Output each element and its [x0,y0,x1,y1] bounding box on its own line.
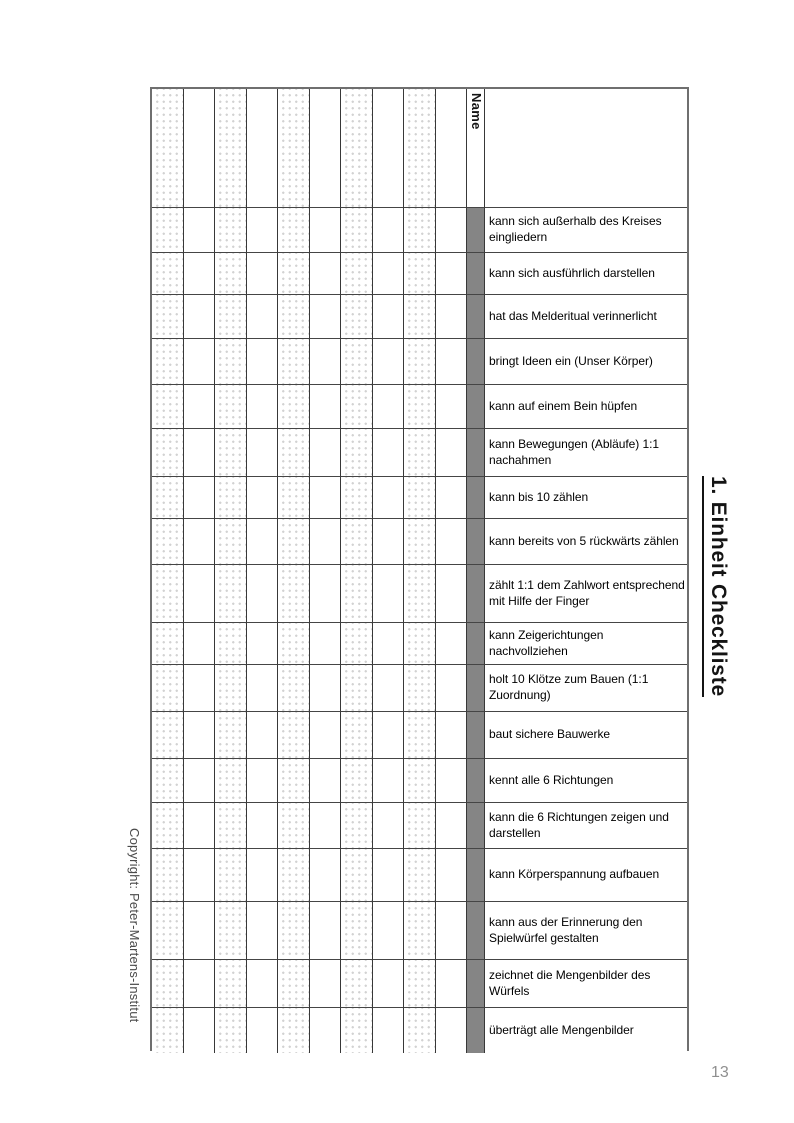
grid-cell [278,565,310,623]
grid-cell [436,295,468,339]
grid-cell [247,519,279,565]
grid-cell [404,253,436,295]
grid-cell [184,623,216,665]
row-label-text: kann bereits von 5 rückwärts zählen [489,533,679,548]
grid-header-cell [341,89,373,208]
grid-cell [341,1008,373,1053]
grid-cell [341,960,373,1008]
row-label [485,849,687,902]
row-label [485,339,687,385]
grid-cell [373,902,405,960]
grid-cell [152,208,184,253]
grid-cell [278,1008,310,1053]
grid-cell [152,1008,184,1053]
gray-strip-cell [467,712,485,759]
grid-cell [184,759,216,803]
grid-cell [215,208,247,253]
grid-cell [247,623,279,665]
grid-cell [184,902,216,960]
grid-cell [184,849,216,902]
grid-cell [247,712,279,759]
grid-cell [152,849,184,902]
grid-cell [310,960,342,1008]
grid-cell [184,429,216,477]
grid-cell [310,253,342,295]
grid-header-cell [278,89,310,208]
row-label-text: kann Körperspannung aufbauen [489,867,660,882]
grid-cell [310,208,342,253]
grid-cell [404,295,436,339]
grid-cell [404,385,436,429]
grid-cell [310,665,342,712]
grid-cell [404,623,436,665]
gray-strip-cell [467,849,485,902]
grid-cell [341,712,373,759]
grid-cell [404,339,436,385]
grid-cell [278,803,310,849]
row-label-text: hat das Melderitual verinnerlicht [489,308,657,323]
row-label-text: überträgt alle Mengenbilder [489,1022,634,1037]
grid-cell [310,295,342,339]
gray-strip-cell [467,429,485,477]
grid-cell [310,902,342,960]
row-label [485,519,687,565]
grid-cell [436,960,468,1008]
grid-cell [152,960,184,1008]
grid-cell [436,712,468,759]
name-header-cell [467,89,485,208]
gray-strip-cell [467,665,485,712]
grid-cell [404,565,436,623]
grid-cell [404,477,436,519]
grid-cell [215,902,247,960]
grid-cell [373,960,405,1008]
row-label [485,295,687,339]
grid-cell [215,429,247,477]
row-label-text: kennt alle 6 Richtungen [489,772,614,787]
grid-cell [278,665,310,712]
grid-cell [373,759,405,803]
grid-cell [436,208,468,253]
copyright-text: Copyright: Peter-Martens-Institut [127,828,142,1023]
grid-cell [152,385,184,429]
grid-cell [278,759,310,803]
gray-strip-cell [467,477,485,519]
grid-cell [152,565,184,623]
grid-cell [152,253,184,295]
row-label-text: kann Zeigerichtungen nachvollziehen [489,627,604,658]
grid-cell [341,759,373,803]
grid-cell [436,849,468,902]
gray-strip-cell [467,295,485,339]
grid-cell [373,429,405,477]
gray-strip-cell [467,208,485,253]
grid-cell [373,1008,405,1053]
grid-cell [278,960,310,1008]
grid-cell [247,1008,279,1053]
grid-header-cell [215,89,247,208]
grid-cell [152,477,184,519]
grid-cell [278,623,310,665]
grid-cell [373,712,405,759]
grid-cell [278,477,310,519]
grid-cell [404,665,436,712]
grid-cell [436,385,468,429]
grid-cell [152,759,184,803]
grid-cell [310,429,342,477]
grid-cell [404,712,436,759]
grid-cell [278,429,310,477]
grid-cell [278,208,310,253]
gray-strip-cell [467,759,485,803]
grid-cell [215,253,247,295]
row-label-text: kann aus der Erinnerung den Spielwürfel gestalten [489,914,643,945]
row-label [485,665,687,712]
grid-cell [436,665,468,712]
grid-cell [278,295,310,339]
gray-strip-cell [467,339,485,385]
grid-cell [404,960,436,1008]
grid-cell [341,803,373,849]
grid-header-cell [310,89,342,208]
grid-cell [404,759,436,803]
grid-header-cell [152,89,184,208]
grid-cell [184,385,216,429]
grid-cell [215,565,247,623]
grid-cell [278,385,310,429]
row-label-text: kann Bewegungen (Abläufe) 1:1 nachahmen [489,436,660,467]
grid-cell [341,565,373,623]
grid-cell [184,477,216,519]
row-label-text: kann die 6 Richtungen zeigen und darstellen [489,809,669,840]
grid-cell [215,295,247,339]
grid-cell [373,339,405,385]
grid-header-cell [436,89,468,208]
grid-cell [184,253,216,295]
grid-cell [404,519,436,565]
row-label-text: holt 10 Klötze zum Bauen (1:1 Zuordnung) [489,672,649,702]
grid-cell [247,253,279,295]
grid-cell [373,253,405,295]
grid-cell [310,849,342,902]
grid-cell [184,960,216,1008]
row-label [485,385,687,429]
grid-cell [341,519,373,565]
grid-header-cell [184,89,216,208]
grid-cell [184,339,216,385]
grid-cell [215,759,247,803]
row-label [485,960,687,1008]
grid-header-cell [404,89,436,208]
grid-cell [373,803,405,849]
grid-cell [404,208,436,253]
grid-cell [341,295,373,339]
grid-cell [373,665,405,712]
grid-cell [373,385,405,429]
grid-cell [247,849,279,902]
grid-cell [341,623,373,665]
row-label [485,253,687,295]
grid-cell [215,712,247,759]
grid-cell [247,902,279,960]
gray-strip-cell [467,565,485,623]
grid-cell [404,849,436,902]
grid-cell [404,902,436,960]
gray-strip-cell [467,623,485,665]
grid-cell [310,385,342,429]
grid-cell [215,960,247,1008]
grid-cell [152,902,184,960]
grid-cell [404,1008,436,1053]
gray-strip-cell [467,385,485,429]
grid-cell [215,849,247,902]
grid-cell [373,849,405,902]
gray-strip-cell [467,1008,485,1053]
grid-cell [247,339,279,385]
grid-cell [215,803,247,849]
grid-cell [152,339,184,385]
grid-cell [247,208,279,253]
grid-cell [341,429,373,477]
row-label-text: kann auf einem Bein hüpfen [489,398,638,413]
grid-cell [310,339,342,385]
grid-cell [152,803,184,849]
grid-cell [152,712,184,759]
grid-cell [278,519,310,565]
grid-cell [247,803,279,849]
row-label [485,429,687,477]
grid-cell [373,565,405,623]
grid-cell [278,849,310,902]
row-label [485,1008,687,1053]
grid-cell [436,519,468,565]
grid-cell [247,960,279,1008]
grid-cell [341,339,373,385]
grid-cell [247,565,279,623]
grid-cell [373,295,405,339]
grid-cell [310,623,342,665]
grid-cell [278,902,310,960]
grid-cell [215,665,247,712]
grid-cell [310,477,342,519]
grid-cell [152,665,184,712]
grid-cell [341,208,373,253]
grid-cell [215,519,247,565]
page-title: 1. Einheit Checkliste [702,476,730,697]
row-label [485,477,687,519]
grid-cell [373,477,405,519]
grid-cell [341,849,373,902]
grid-cell [404,803,436,849]
grid-cell [310,519,342,565]
grid-cell [184,665,216,712]
row-label-text: kann bis 10 zählen [489,489,589,504]
gray-strip-cell [467,803,485,849]
grid-cell [247,759,279,803]
grid-cell [436,477,468,519]
grid-cell [247,665,279,712]
grid-cell [278,712,310,759]
grid-cell [184,712,216,759]
row-label [485,208,687,253]
label-header-cell [485,89,687,208]
grid-cell [341,385,373,429]
grid-cell [436,339,468,385]
grid-cell [247,295,279,339]
name-header-label: Name [469,93,484,130]
row-label-text: kann sich außerhalb des Kreises eingliedern [489,214,662,244]
grid-cell [436,253,468,295]
grid-cell [152,429,184,477]
grid-cell [373,623,405,665]
grid-cell [436,759,468,803]
grid-cell [215,339,247,385]
row-label [485,712,687,759]
row-label [485,759,687,803]
grid-cell [341,253,373,295]
grid-cell [310,712,342,759]
grid-cell [278,253,310,295]
row-label-text: zeichnet die Mengenbilder des Würfels [489,967,651,998]
row-label [485,803,687,849]
grid-cell [436,803,468,849]
grid-header-cell [247,89,279,208]
grid-cell [310,565,342,623]
grid-cell [184,519,216,565]
grid-cell [436,1008,468,1053]
grid-header-cell [373,89,405,208]
grid-cell [436,902,468,960]
grid-cell [436,565,468,623]
row-label [485,902,687,960]
gray-strip-cell [467,902,485,960]
grid-cell [310,803,342,849]
grid-cell [152,623,184,665]
grid-cell [341,665,373,712]
grid-cell [152,295,184,339]
grid-cell [341,902,373,960]
checklist-table [150,87,689,1051]
grid-cell [152,519,184,565]
grid-cell [404,429,436,477]
grid-cell [184,803,216,849]
gray-strip-cell [467,519,485,565]
grid-cell [215,623,247,665]
grid-cell [373,208,405,253]
grid-cell [247,477,279,519]
grid-cell [373,519,405,565]
grid-cell [436,623,468,665]
grid-cell [184,208,216,253]
row-label [485,565,687,623]
grid-cell [215,385,247,429]
grid-cell [341,477,373,519]
grid-cell [184,295,216,339]
grid-cell [247,385,279,429]
gray-strip-cell [467,253,485,295]
grid-cell [310,1008,342,1053]
grid-cell [436,429,468,477]
grid-cell [278,339,310,385]
grid-cell [247,429,279,477]
row-label-text: zählt 1:1 dem Zahlwort entsprechend mit Hilfe der Finger [489,577,685,608]
page-number: 13 [711,1064,729,1081]
row-label [485,623,687,665]
grid-cell [310,759,342,803]
grid-cell [184,565,216,623]
row-label-text: kann sich ausführlich darstellen [489,265,655,280]
row-label-text: bringt Ideen ein (Unser Körper) [489,353,653,368]
grid-cell [215,1008,247,1053]
row-label-text: baut sichere Bauwerke [489,727,611,742]
gray-strip-cell [467,960,485,1008]
grid-cell [184,1008,216,1053]
grid-cell [215,477,247,519]
